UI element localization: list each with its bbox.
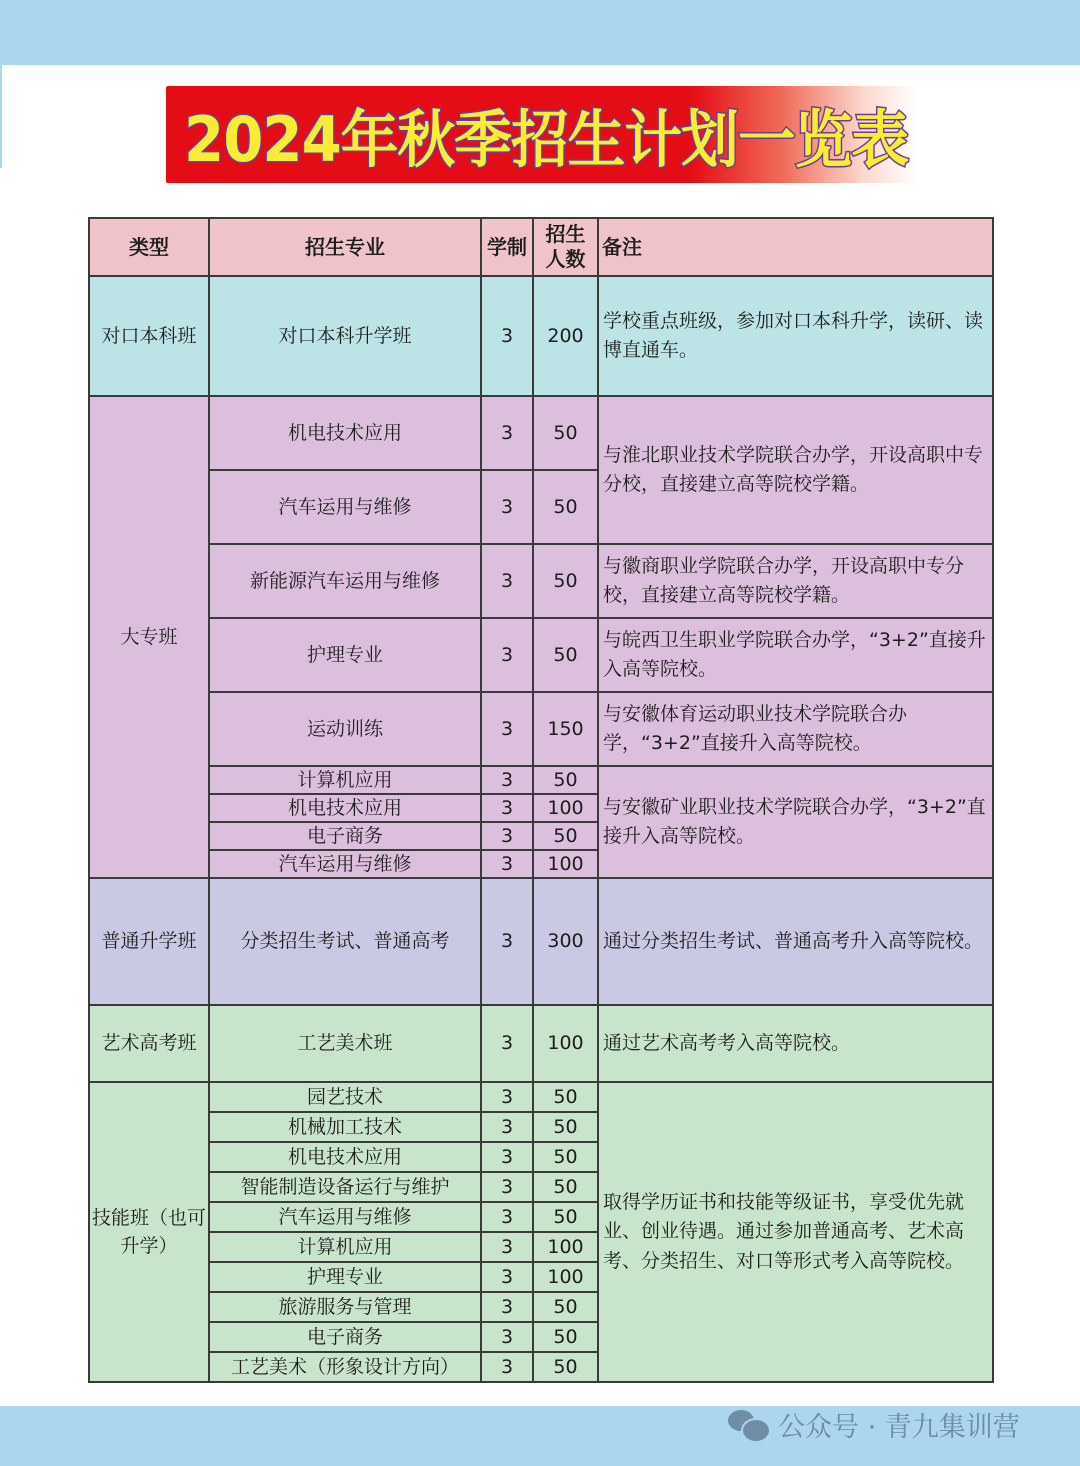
quota-cell: 50 (533, 396, 598, 470)
years-cell: 3 (481, 1142, 533, 1172)
years-cell: 3 (481, 1005, 533, 1082)
major-cell: 汽车运用与维修 (209, 470, 481, 544)
header-major: 招生专业 (209, 218, 481, 276)
quota-cell: 300 (533, 878, 598, 1005)
quota-cell: 200 (533, 276, 598, 396)
quota-cell: 50 (533, 544, 598, 618)
wechat-icon (728, 1408, 770, 1440)
table-row (89, 878, 993, 1005)
major-cell: 对口本科升学班 (209, 276, 481, 396)
years-cell: 3 (481, 692, 533, 766)
years-cell: 3 (481, 850, 533, 878)
major-cell: 计算机应用 (209, 766, 481, 794)
major-cell: 工艺美术（形象设计方向） (209, 1352, 481, 1382)
category-cell: 大专班 (89, 396, 209, 878)
header-quota-line2: 人数 (545, 247, 586, 271)
table-row (89, 1005, 993, 1082)
quota-cell: 50 (533, 1202, 598, 1232)
top-decorative-band (0, 0, 1080, 65)
quota-cell: 100 (533, 1262, 598, 1292)
quota-cell: 50 (533, 1322, 598, 1352)
years-cell: 3 (481, 618, 533, 692)
major-cell: 智能制造设备运行与维护 (209, 1172, 481, 1202)
quota-cell: 50 (533, 1082, 598, 1112)
table-row (89, 1082, 993, 1112)
major-cell: 汽车运用与维修 (209, 1202, 481, 1232)
major-cell: 电子商务 (209, 1322, 481, 1352)
quota-cell: 50 (533, 470, 598, 544)
note-cell: 与安徽体育运动职业技术学院联合办学，“3+2”直接升入高等院校。 (598, 692, 993, 766)
note-cell: 与徽商职业学院联合办学，开设高职中专分校，直接建立高等院校学籍。 (598, 544, 993, 618)
major-cell: 机电技术应用 (209, 396, 481, 470)
quota-cell: 50 (533, 1352, 598, 1382)
table-header-row (89, 218, 993, 276)
note-cell: 与皖西卫生职业学院联合办学，“3+2”直接升入高等院校。 (598, 618, 993, 692)
years-cell: 3 (481, 1172, 533, 1202)
category-cell: 艺术高考班 (89, 1005, 209, 1082)
title-banner (166, 86, 916, 183)
years-cell: 3 (481, 878, 533, 1005)
quota-cell: 50 (533, 1172, 598, 1202)
header-note: 备注 (598, 218, 993, 276)
years-cell: 3 (481, 470, 533, 544)
header-years: 学制 (481, 218, 533, 276)
years-cell: 3 (481, 1112, 533, 1142)
major-cell: 分类招生考试、普通高考 (209, 878, 481, 1005)
major-cell: 机电技术应用 (209, 1142, 481, 1172)
years-cell: 3 (481, 1262, 533, 1292)
years-cell: 3 (481, 1322, 533, 1352)
major-cell: 机电技术应用 (209, 794, 481, 822)
years-cell: 3 (481, 1202, 533, 1232)
note-cell: 通过分类招生考试、普通高考升入高等院校。 (598, 878, 993, 1005)
note-cell: 与淮北职业技术学院联合办学，开设高职中专分校，直接建立高等院校学籍。 (598, 396, 993, 544)
major-cell: 新能源汽车运用与维修 (209, 544, 481, 618)
footer-text: 公众号 · 青九集训营 (778, 1411, 1020, 1443)
years-cell: 3 (481, 1352, 533, 1382)
header-quota-line1: 招生 (545, 222, 586, 246)
quota-cell: 100 (533, 1232, 598, 1262)
page-title: 2024年秋季招生计划一览表 (184, 103, 909, 176)
years-cell: 3 (481, 544, 533, 618)
table-row (89, 618, 993, 692)
quota-cell: 50 (533, 822, 598, 850)
footer-watermark (728, 1404, 1020, 1444)
years-cell: 3 (481, 1292, 533, 1322)
quota-cell: 150 (533, 692, 598, 766)
quota-cell: 50 (533, 1112, 598, 1142)
quota-cell: 100 (533, 794, 598, 822)
table-row (89, 544, 993, 618)
table-row (89, 766, 993, 794)
major-cell: 护理专业 (209, 1262, 481, 1292)
quota-cell: 50 (533, 618, 598, 692)
note-cell: 与安徽矿业职业技术学院联合办学，“3+2”直接升入高等院校。 (598, 766, 993, 878)
years-cell: 3 (481, 1232, 533, 1262)
table-row (89, 396, 993, 470)
years-cell: 3 (481, 276, 533, 396)
years-cell: 3 (481, 396, 533, 470)
note-cell: 学校重点班级，参加对口本科升学，读研、读博直通车。 (598, 276, 993, 396)
major-cell: 护理专业 (209, 618, 481, 692)
major-cell: 旅游服务与管理 (209, 1292, 481, 1322)
quota-cell: 100 (533, 850, 598, 878)
major-cell: 汽车运用与维修 (209, 850, 481, 878)
quota-cell: 100 (533, 1005, 598, 1082)
quota-cell: 50 (533, 1292, 598, 1322)
major-cell: 工艺美术班 (209, 1005, 481, 1082)
category-cell: 对口本科班 (89, 276, 209, 396)
major-cell: 园艺技术 (209, 1082, 481, 1112)
table-row (89, 692, 993, 766)
years-cell: 3 (481, 766, 533, 794)
table-row (89, 276, 993, 396)
major-cell: 机械加工技术 (209, 1112, 481, 1142)
header-quota (533, 218, 598, 276)
years-cell: 3 (481, 1082, 533, 1112)
left-decorative-edge (0, 65, 2, 168)
header-type: 类型 (89, 218, 209, 276)
note-cell: 取得学历证书和技能等级证书，享受优先就业、创业待遇。通过参加普通高考、艺术高考、分类招生、对口等形式考入高等院校。 (598, 1082, 993, 1382)
years-cell: 3 (481, 822, 533, 850)
quota-cell: 50 (533, 1142, 598, 1172)
enrollment-plan-table (88, 217, 994, 1383)
quota-cell: 50 (533, 766, 598, 794)
years-cell: 3 (481, 794, 533, 822)
major-cell: 电子商务 (209, 822, 481, 850)
major-cell: 运动训练 (209, 692, 481, 766)
note-cell: 通过艺术高考考入高等院校。 (598, 1005, 993, 1082)
category-cell: 普通升学班 (89, 878, 209, 1005)
category-cell: 技能班（也可升学） (89, 1082, 209, 1382)
major-cell: 计算机应用 (209, 1232, 481, 1262)
